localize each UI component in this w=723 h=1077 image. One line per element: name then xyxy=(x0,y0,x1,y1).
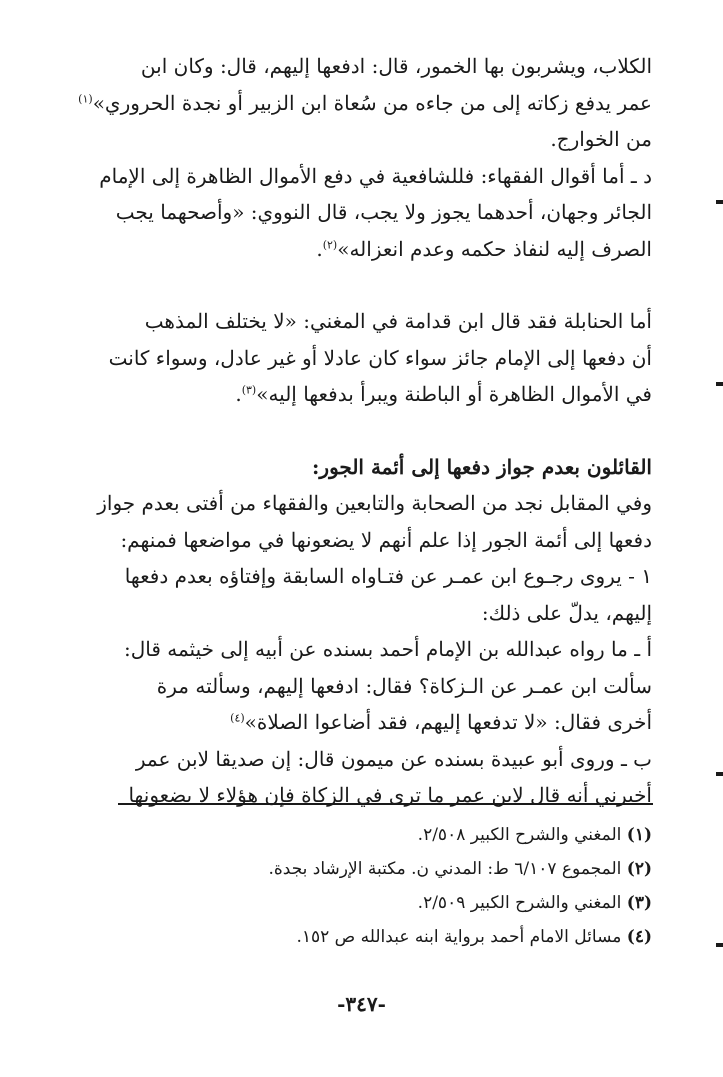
text-line: الجائر وجهان، أحدهما يجوز ولا يجب، قال النووي: «وأصحهما يجب xyxy=(115,200,652,224)
text-line: وفي المقابل نجد من الصحابة والتابعين والفقهاء من أفتى بعدم جواز xyxy=(97,491,652,515)
footnote-ref: (٢) xyxy=(322,237,338,251)
footnote-divider xyxy=(118,803,653,805)
text-line: الصرف إليه لنفاذ حكمه وعدم انعزاله»$^{(٢)}$. xyxy=(316,236,652,261)
footnotes xyxy=(108,818,652,954)
scan-edge-mark xyxy=(716,772,723,776)
footnote-ref: (٤) xyxy=(230,711,245,725)
footnote: (٢) المجموع ٦/١٠٧ ط: المدني ن. مكتبة الإرشاد بجدة. xyxy=(268,859,652,879)
scan-edge-mark xyxy=(716,382,723,386)
scan-edge-mark xyxy=(716,943,723,947)
footnote: (٤) مسائل الامام أحمد برواية ابنه عبدالله ص ١٥٢. xyxy=(296,927,652,947)
text-line: من الخوارج. xyxy=(550,127,652,151)
text-line: أخرى فقال: «لا تدفعها إليهم، فقد أضاعوا الصلاة»$^{(٤)}$ xyxy=(230,710,652,734)
text-line: د ـ أما أقوال الفقهاء: فللشافعية في دفع الأموال الظاهرة إلى الإمام xyxy=(99,163,652,188)
footnote: (١) المغني والشرح الكبير ٢/٥٠٨. xyxy=(417,825,652,845)
text-line: ١ - يروى رجـوع ابن عمـر عن فتـاواه السابقة وإفتاؤه بعدم دفعها xyxy=(124,564,652,588)
page-number: -٣٤٧- xyxy=(337,992,386,1016)
footnote-ref: (٣) xyxy=(241,383,257,397)
text-line: في الأموال الظاهرة أو الباطنة ويبرأ بدفعها إليه»$^{(٣)}$. xyxy=(235,382,652,406)
text-line: دفعها إلى أئمة الجور إذا علم أنهم لا يضعونها في مواضعها فمنهم: xyxy=(120,527,652,552)
text-line: أخبرني أنه قال لابن عمر ما ترى في الزكاة فإن هؤلاء لا يضعونها xyxy=(128,783,652,807)
text-line: أن دفعها إلى الإمام جائز سواء كان عادلا أو غير عادل، وسواء كانت xyxy=(108,345,652,370)
scan-edge-mark xyxy=(716,200,723,204)
text-line: سألت ابن عمـر عن الـزكاة؟ فقال: ادفعها إليهم، وسألته مرة xyxy=(156,673,652,698)
text-line: إليهم، يدلّ على ذلك: xyxy=(481,600,652,625)
text-line: أ ـ ما رواه عبدالله بن الإمام أحمد بسنده عن أبيه إلى خيثمه قال: xyxy=(123,637,652,661)
text-line: أما الحنابلة فقد قال ابن قدامة في المغني: «لا يختلف المذهب xyxy=(144,309,652,333)
footnote-ref: (١) xyxy=(78,91,93,105)
text-line: ب ـ وروى أبو عبيدة بسنده عن ميمون قال: إن صديقا لابن عمر xyxy=(135,746,652,771)
main-text xyxy=(78,48,652,814)
footnote: (٣) المغني والشرح الكبير ٢/٥٠٩. xyxy=(417,893,652,913)
text-line: الكلاب، ويشربون بها الخمور، قال: ادفعها إليهم، قال: وكان ابن xyxy=(140,54,652,78)
text-line: عمر يدفع زكاته إلى من جاءه من سُعاة ابن الزبير أو نجدة الحروري»$^{(١)}$ xyxy=(78,90,652,115)
section-heading: القائلون بعدم جواز دفعها إلى أئمة الجور: xyxy=(312,454,652,479)
